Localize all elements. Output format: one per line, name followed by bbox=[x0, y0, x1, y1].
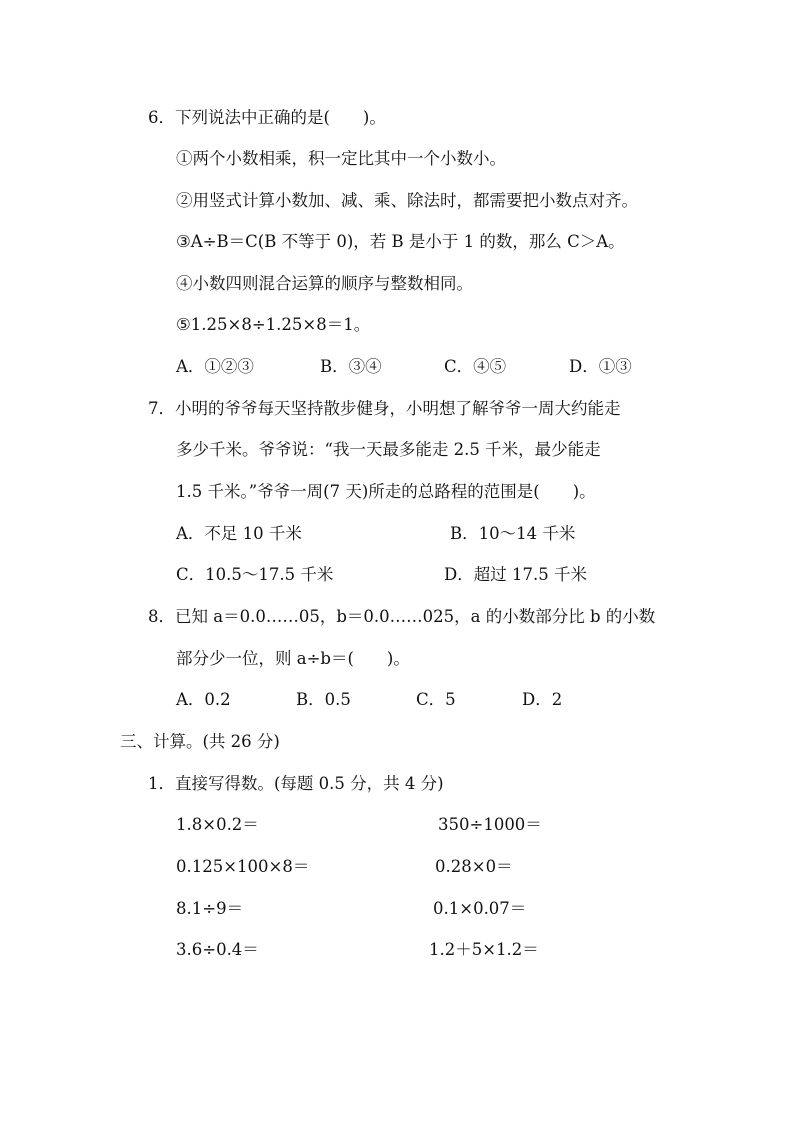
q7-line-1: 7．小明的爷爷每天坚持散步健身，小明想了解爷爷一周大约能走 bbox=[148, 399, 621, 418]
q7-option-c[interactable]: C．10.5～17.5 千米 bbox=[176, 565, 334, 584]
q6-statement-2: ②用竖式计算小数加、减、乘、除法时，都需要把小数点对齐。 bbox=[176, 191, 638, 210]
section-3-sub-1: 1．直接写得数。(每题 0.5 分，共 4 分) bbox=[148, 774, 444, 793]
q8-option-c[interactable]: C．5 bbox=[416, 690, 456, 709]
q7-option-d[interactable]: D．超过 17.5 千米 bbox=[444, 565, 587, 584]
q8-line-1: 8．已知 a＝0.0……05，b＝0.0……025，a 的小数部分比 b 的小数 bbox=[148, 607, 656, 626]
calc-problem-6: 0.1×0.07＝ bbox=[433, 899, 527, 918]
q6-statement-4: ④小数四则混合运算的顺序与整数相同。 bbox=[176, 274, 473, 293]
q7-option-a[interactable]: A．不足 10 千米 bbox=[176, 524, 302, 543]
calc-problem-1: 1.8×0.2＝ bbox=[176, 815, 259, 834]
q7-line-2: 多少千米。爷爷说：“我一天最多能走 2.5 千米，最少能走 bbox=[176, 440, 601, 459]
section-3-title: 三、计算。(共 26 分) bbox=[120, 732, 280, 751]
calc-problem-3: 0.125×100×8＝ bbox=[176, 857, 310, 876]
q6-statement-5: ⑤1.25×8÷1.25×8＝1。 bbox=[176, 315, 371, 334]
q8-line-2: 部分少一位，则 a÷b＝( )。 bbox=[176, 649, 410, 668]
q6-option-b[interactable]: B．③④ bbox=[320, 357, 382, 376]
q7-line-3: 1.5 千米。”爷爷一周(7 天)所走的总路程的范围是( )。 bbox=[176, 482, 596, 501]
calc-problem-2: 350÷1000＝ bbox=[438, 815, 542, 834]
q7-option-b[interactable]: B．10～14 千米 bbox=[450, 524, 576, 543]
q6-statement-3: ③A÷B＝C(B 不等于 0)，若 B 是小于 1 的数，那么 C＞A。 bbox=[176, 232, 625, 251]
q8-option-a[interactable]: A．0.2 bbox=[176, 690, 231, 709]
q8-option-b[interactable]: B．0.5 bbox=[296, 690, 351, 709]
q6-statement-1: ①两个小数相乘，积一定比其中一个小数小。 bbox=[176, 149, 506, 168]
q6-option-a[interactable]: A．①②③ bbox=[176, 357, 254, 376]
q6-option-c[interactable]: C．④⑤ bbox=[444, 357, 507, 376]
calc-problem-8: 1.2＋5×1.2＝ bbox=[429, 940, 539, 959]
calc-problem-7: 3.6÷0.4＝ bbox=[176, 940, 259, 959]
calc-problem-4: 0.28×0＝ bbox=[435, 857, 513, 876]
q8-option-d[interactable]: D．2 bbox=[522, 690, 563, 709]
q6-stem: 6．下列说法中正确的是( )。 bbox=[148, 108, 386, 127]
q6-option-d[interactable]: D．①③ bbox=[569, 357, 632, 376]
calc-problem-5: 8.1÷9＝ bbox=[176, 899, 244, 918]
